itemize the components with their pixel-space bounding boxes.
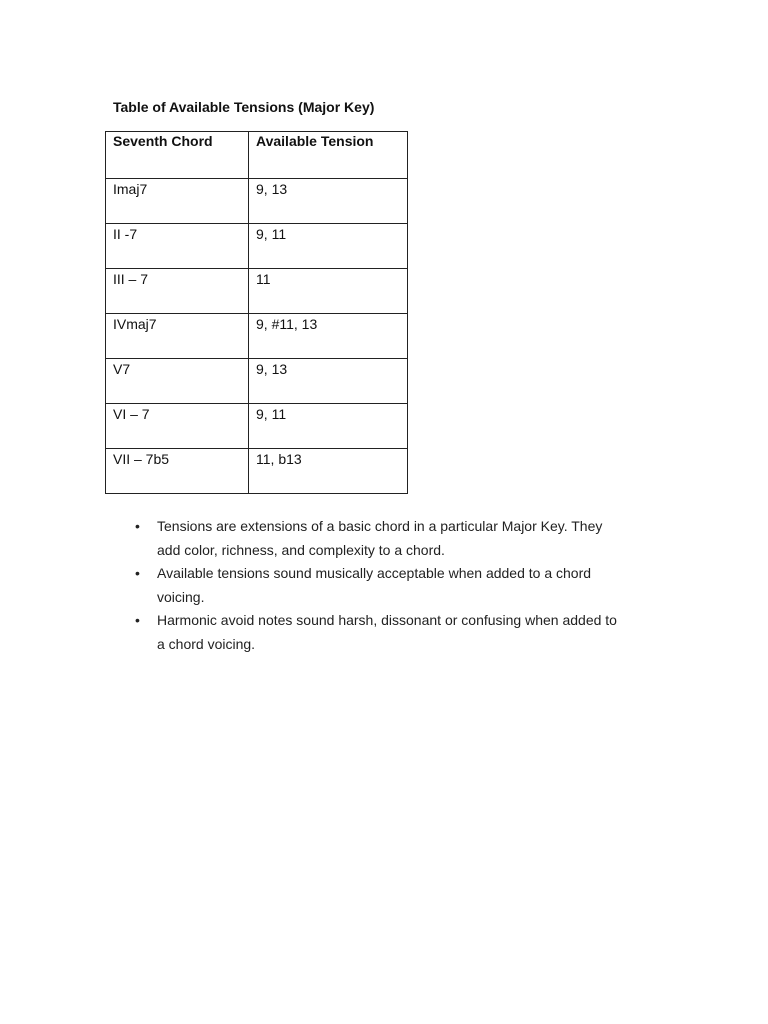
header-label: Seventh Chord (113, 133, 213, 149)
header-label: Available Tension (256, 133, 374, 149)
tension-value: 9, 13 (256, 361, 288, 377)
chord-label: Imaj7 (113, 181, 148, 197)
chord-cell (106, 359, 249, 404)
tension-value: 9, 13 (256, 181, 288, 197)
tension-cell (249, 224, 408, 269)
tension-cell (249, 449, 408, 494)
note-line: a chord voicing. (157, 635, 256, 652)
tension-cell (249, 269, 408, 314)
document-title: Table of Available Tensions (Major Key) (113, 99, 375, 115)
chord-cell (106, 449, 249, 494)
list-item (135, 562, 677, 609)
list-item (135, 515, 677, 562)
chord-label: V7 (113, 361, 131, 377)
tension-value: 9, 11 (256, 406, 287, 422)
table-row (106, 224, 408, 269)
chord-label: III – 7 (113, 271, 149, 287)
note-line: add color, richness, and complexity to a chord. (157, 541, 445, 558)
note-line: voicing. (157, 588, 205, 605)
tension-value: 11, b13 (256, 451, 302, 467)
note-line: Tensions are extensions of a basic chord in a particular Major Key. They (157, 518, 603, 534)
bullet-icon: • (135, 612, 140, 628)
tension-cell (249, 359, 408, 404)
table-row (106, 179, 408, 224)
table-row (106, 359, 408, 404)
tension-value: 11 (256, 271, 271, 287)
tensions-table (105, 131, 408, 494)
tension-cell (249, 314, 408, 359)
chord-label: VII – 7b5 (113, 451, 170, 467)
chord-label: VI – 7 (113, 406, 150, 422)
table-header-row (106, 132, 408, 179)
header-cell-seventh-chord (106, 132, 249, 179)
note-line: Harmonic avoid notes sound harsh, dissonant or confusing when added to (157, 612, 617, 628)
tension-value: 9, 11 (256, 226, 287, 242)
note-line: Available tensions sound musically acceptable when added to a chord (157, 565, 592, 581)
chord-cell (106, 404, 249, 449)
chord-label: IVmaj7 (113, 316, 157, 332)
bullet-icon: • (135, 565, 140, 581)
bullet-icon: • (135, 518, 140, 534)
chord-label: II -7 (113, 226, 138, 242)
table-row (106, 269, 408, 314)
tension-cell (249, 404, 408, 449)
chord-cell (106, 179, 249, 224)
chord-cell (106, 314, 249, 359)
header-cell-available-tension (249, 132, 408, 179)
notes-list (135, 515, 677, 656)
table-row (106, 449, 408, 494)
chord-cell (106, 269, 249, 314)
tension-value: 9, #11, 13 (256, 316, 318, 332)
table-row (106, 314, 408, 359)
tension-cell (249, 179, 408, 224)
list-item (135, 609, 677, 656)
table-row (106, 404, 408, 449)
chord-cell (106, 224, 249, 269)
